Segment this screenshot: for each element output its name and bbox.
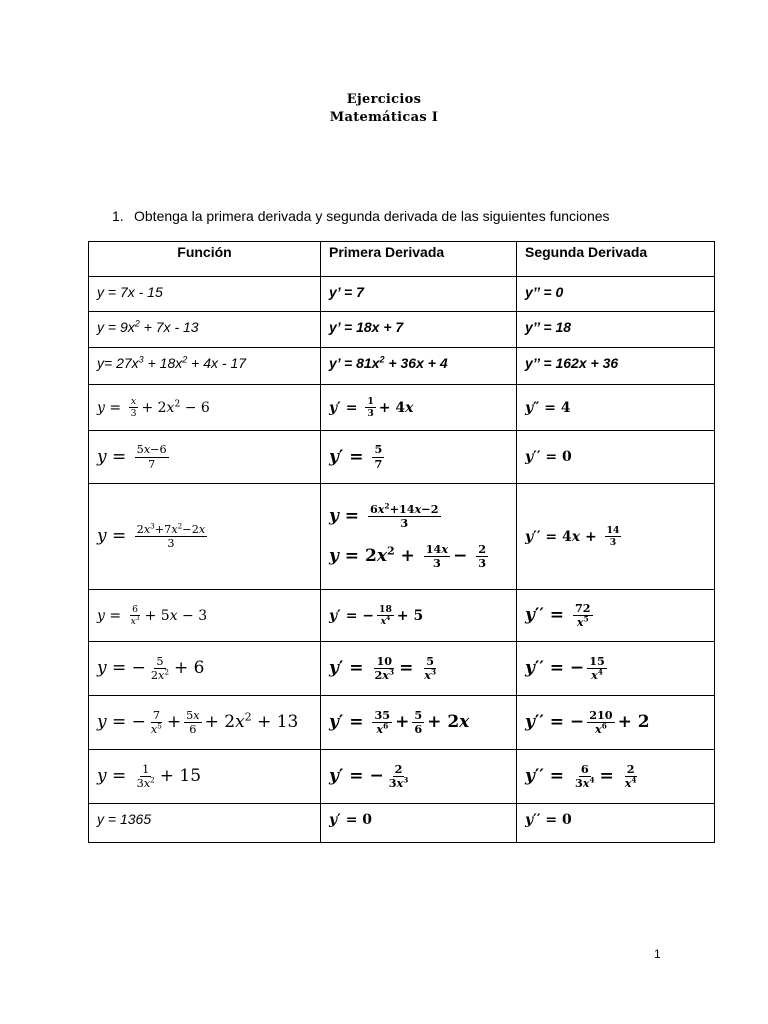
header-segunda-derivada: Segunda Derivada: [517, 242, 715, 277]
cell-second-derivative: y′′ = 0: [517, 804, 715, 843]
cell-function: y = 7x - 15: [89, 277, 321, 312]
cell-second-derivative: y′′ = 4x + $\frac{14}{3}$: [517, 484, 715, 590]
cell-first-derivative: y′ = − $\frac{18}{x^4}$ + 5: [321, 590, 517, 642]
cell-second-derivative: y’’ = 0: [517, 277, 715, 312]
cell-second-derivative: y’’ = 18: [517, 312, 715, 348]
cell-second-derivative: y″ = 4: [517, 385, 715, 431]
cell-first-derivative: y’ = 18x + 7: [321, 312, 517, 348]
cell-first-derivative: y’ = $81x^2 + 36x + 4$: [321, 348, 517, 385]
cell-first-derivative: y′ = $\frac{10}{2x^3}$ = $\frac{5}{x^3}$: [321, 642, 517, 696]
cell-first-derivative: y = $\frac{6x^2+14x-2}{3}$ $y = 2x^2$ + $\frac{14x}{3}$ − $\frac{2}{3}$: [321, 484, 517, 590]
cell-function: y = $\frac{1}{3x^2}$ + 15: [89, 750, 321, 804]
derivatives-table: [88, 241, 715, 843]
cell-first-derivative: y′ = $\frac{5}{7}$: [321, 431, 517, 484]
instruction: [112, 208, 610, 224]
title-line-2: Matemáticas I: [329, 110, 439, 125]
cell-function: y = − $\frac{7}{x^5}$ + $\frac{5x}{6}$ + $2x^2 + 13$: [89, 696, 321, 750]
cell-function: y = 1365: [89, 804, 321, 843]
table-row: [89, 750, 715, 804]
cell-second-derivative: y’’ = 162x + 36: [517, 348, 715, 385]
cell-first-derivative: y′ = $\frac{35}{x^6}$ + $\frac{5}{6}$ + 2x: [321, 696, 517, 750]
cell-first-derivative: y′ = 0: [321, 804, 517, 843]
table-row: [89, 277, 715, 312]
table-row: [89, 804, 715, 843]
table-row: [89, 484, 715, 590]
cell-function: y = $\frac{5x-6}{7}$: [89, 431, 321, 484]
cell-second-derivative: y′′ = − $\frac{15}{x^4}$: [517, 642, 715, 696]
cell-first-derivative: y′ = $\frac{1}{3}$ + 4x: [321, 385, 517, 431]
header-primera-derivada: Primera Derivada: [321, 242, 517, 277]
cell-function: $y = 9x^2 + 7x - 13$: [89, 312, 321, 348]
table-header-row: [89, 242, 715, 277]
table-row: [89, 642, 715, 696]
table-row: [89, 385, 715, 431]
cell-second-derivative: y′′ = − $\frac{210}{x^6}$ + 2: [517, 696, 715, 750]
cell-function: y = − $\frac{5}{2x^2}$ + 6: [89, 642, 321, 696]
cell-function: y = $\frac{2x^3+7x^2-2x}{3}$: [89, 484, 321, 590]
instruction-text: Obtenga la primera derivada y segunda derivada de las siguientes funciones: [134, 208, 610, 224]
cell-second-derivative: y′′ = 0: [517, 431, 715, 484]
cell-function: $y= 27x^3 + 18x^2 + 4x - 17$: [89, 348, 321, 385]
cell-second-derivative: y′′ = $\frac{72}{x^5}$: [517, 590, 715, 642]
instruction-number: 1.: [112, 208, 124, 224]
page-number: 1: [654, 947, 661, 961]
table-row: [89, 348, 715, 385]
cell-second-derivative: y′′ = $\frac{6}{3x^4}$ = $\frac{2}{x^4}$: [517, 750, 715, 804]
table-row: [89, 696, 715, 750]
cell-function: y = $\frac{6}{x^3}$ + 5x − 3: [89, 590, 321, 642]
table-row: [89, 312, 715, 348]
cell-first-derivative: y’ = 7: [321, 277, 517, 312]
table-row: [89, 590, 715, 642]
cell-function: y = $\frac{x}{3}$ + $2x^2 - 6$: [89, 385, 321, 431]
cell-first-derivative: y′ = − $\frac{2}{3x^3}$: [321, 750, 517, 804]
header-funcion: Función: [89, 242, 321, 277]
table-row: [89, 431, 715, 484]
title-line-1: Ejercicios: [346, 92, 422, 107]
